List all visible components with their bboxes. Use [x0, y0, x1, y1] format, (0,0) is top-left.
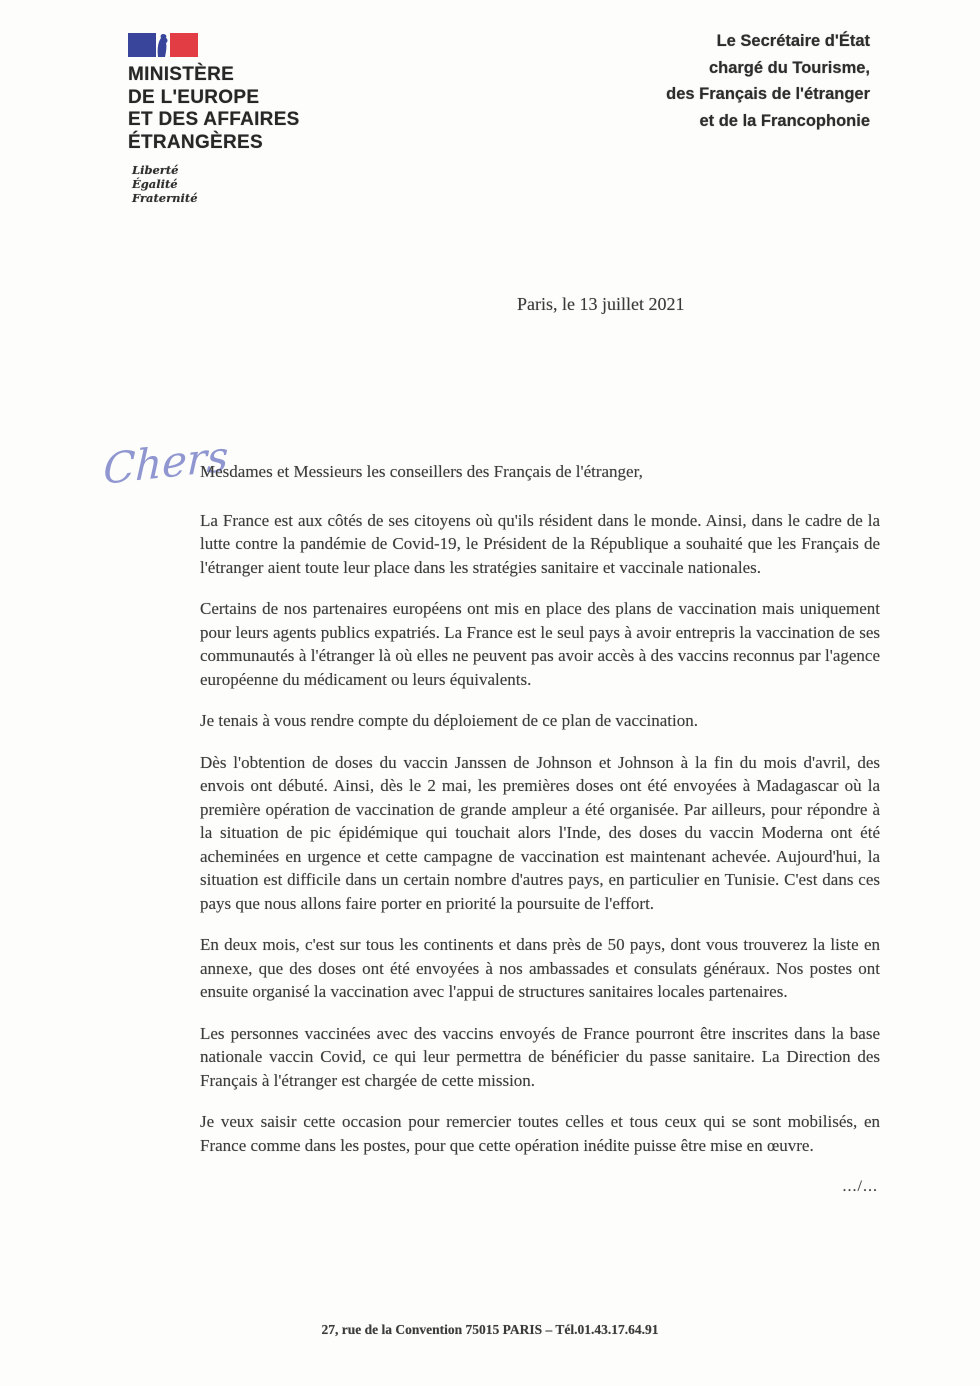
ministry-wordmark [128, 64, 388, 154]
footer-address: 27, rue de la Convention 75015 PARIS – Tél.01.43.17.64.91 [321, 1322, 659, 1337]
letter-paragraph: Je tenais à vous rendre compte du déploiement de ce plan de vaccination. [200, 711, 699, 730]
ministry-logo [128, 33, 388, 205]
sender-title-block [666, 28, 870, 134]
marianne-silhouette [158, 34, 168, 57]
letter-body [200, 460, 880, 1199]
letter-paragraph: Je veux saisir cette occasion pour remercier toutes celles et tous ceux qui se sont mobilisés, en France comme dans les postes, pour que cette opération inédite puisse être mise en œuvre. [200, 1112, 880, 1155]
letter-paragraph: En deux mois, c'est sur tous les continents et dans près de 50 pays, dont vous trouverez la liste en annexe, que des doses ont été envoyées à nos ambassades et consulats généraux. Nos postes ont ensuite organisé la vaccination avec l'appui de structures sanitaires locales partenaires. [200, 935, 880, 1001]
letter-paragraph: Certains de nos partenaires européens ont mis en place des plans de vaccination mais uniquement pour leurs agents publics expatriés. La France est le seul pays à avoir entrepris la vaccination de ses communautés à l'étranger là où elles ne peuvent pas avoir accès à des vaccins reconnus par l'agence européenne du médicament ou leurs équivalents. [200, 599, 880, 689]
letter-paragraph: La France est aux côtés de ses citoyens où qu'ils résident dans le monde. Ainsi, dans le cadre de la lutte contre la pandémie de Covid-19, le Président de la République a souhaité que les Français de l'étranger aient toute leur place dans les stratégies sanitaire et vaccinale nationales. [200, 510, 880, 577]
ministry-line: DE L'EUROPE [128, 86, 260, 108]
french-flag-icon [128, 33, 198, 57]
letter-paragraph: Les personnes vaccinées avec des vaccins envoyés de France pourront être inscrites dans la base nationale vaccin Covid, ce qui leur permettra de bénéficier du passe sanitaire. La Direction des Français à l'étranger est chargée de cette mission. [200, 1023, 880, 1090]
motto-line: Liberté [132, 163, 179, 177]
ministry-line: ÉTRANGÈRES [128, 131, 263, 153]
ministry-line: MINISTÈRE [128, 64, 235, 85]
continuation-mark: .../... [842, 1178, 878, 1195]
salutation: Mesdames et Messieurs les conseillers des Français de l'étranger, [200, 462, 643, 481]
motto-line: Égalité [132, 177, 178, 191]
sender-line: chargé du Tourisme, [708, 58, 870, 77]
handwritten-chers: Chers [102, 431, 230, 494]
motto-line: Fraternité [132, 191, 198, 205]
letter-paragraph: Dès l'obtention de doses du vaccin Janssen de Johnson et Johnson à la fin du mois d'avril, des envois ont débuté. Ainsi, dès le 2 mai, les premières doses ont été envoyées à Madagascar où la première opération de vaccination de grande ampleur a été organisée. Par ailleurs, pour répondre à la situation de pic épidémique qui touchait alors l'Inde, des doses du vaccin Moderna ont été acheminées en urgence et cette campagne de vaccination est maintenant achevée. Aujourd'hui, la situation est difficile dans un certain nombre d'autres pays, en particulier en Tunisie. C'est dans ces pays que nous allons faire porter en priorité la poursuite de l'effort. [200, 752, 880, 913]
ministry-line: ET DES AFFAIRES [128, 109, 300, 130]
republic-motto [132, 163, 388, 205]
sender-line: et de la Francophonie [699, 111, 870, 130]
sender-line: des Français de l'étranger [666, 85, 870, 103]
sender-line: Le Secrétaire d'État [716, 32, 870, 50]
dateline: Paris, le 13 juillet 2021 [517, 294, 685, 314]
